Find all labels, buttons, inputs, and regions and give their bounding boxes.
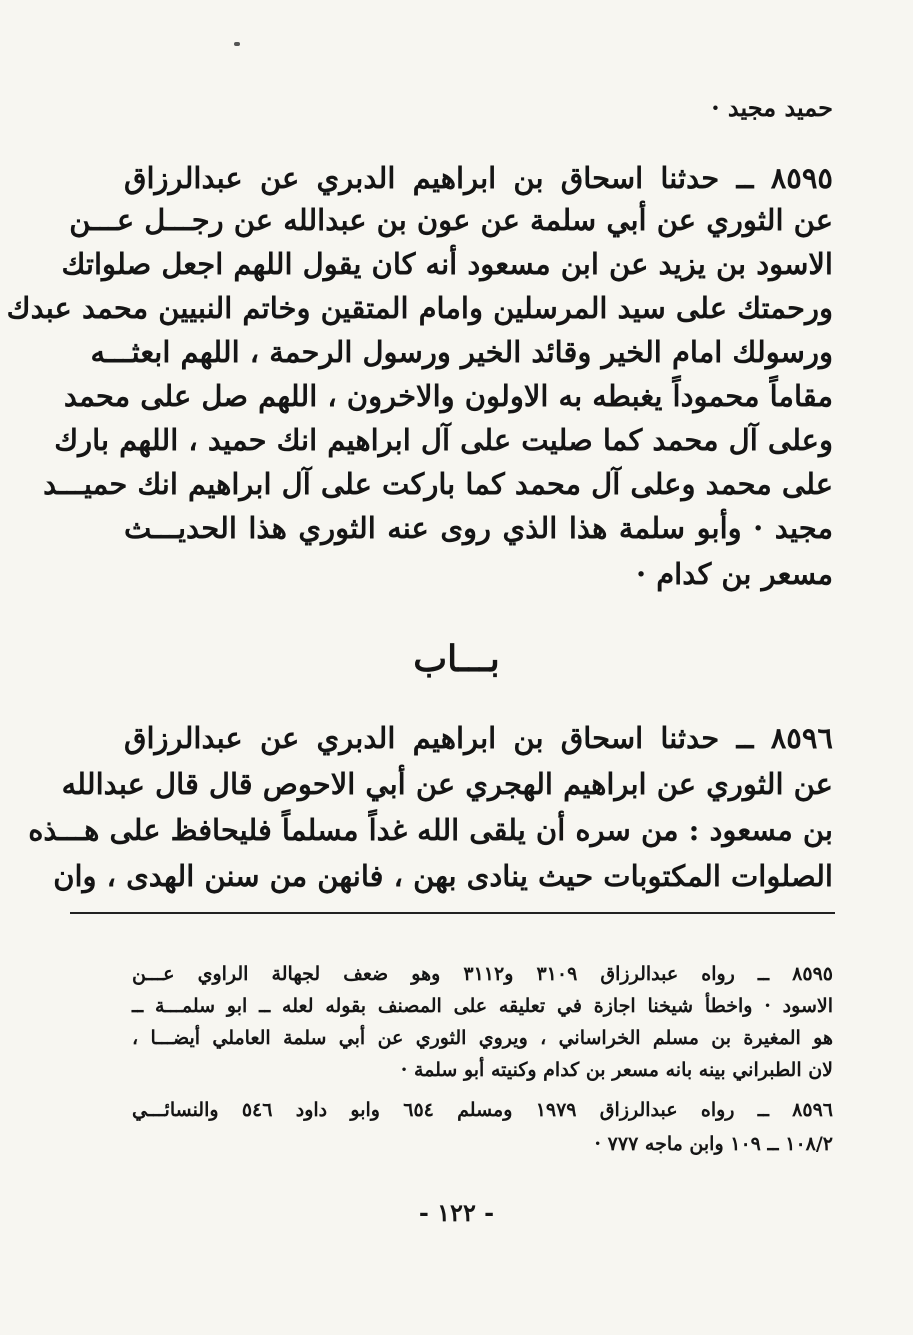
- hadith-8595-line: مقاماً محموداً يغبطه به الاولون والاخرون ، اللهم صل على محمد: [63, 379, 833, 413]
- hadith-8595-line: وعلى آل محمد كما صليت على آل ابراهيم انك حميد ، اللهم بارك: [54, 423, 833, 457]
- hadith-8595-line: مجيد · وأبو سلمة هذا الذي روى عنه الثوري هذا الحديـــث: [124, 511, 833, 545]
- hadith-8596-line: الصلوات المكتوبات حيث ينادى بهن ، فانهن من سنن الهدى ، وان: [53, 859, 833, 893]
- hadith-8596-line: عن الثوري عن ابراهيم الهجري عن أبي الاحوص قال قال عبدالله: [61, 767, 833, 801]
- hadith-8596-line: بن مسعود : من سره أن يلقى الله غداً مسلماً فليحافظ على هـــذه: [28, 813, 833, 847]
- footnote-line: لان الطبراني بينه بانه مسعر بن كدام وكنيته أبو سلمة ·: [400, 1059, 833, 1081]
- footnote-separator: [70, 912, 835, 914]
- hadith-8595-line: على محمد وعلى آل محمد كما باركت على آل ابراهيم انك حميـــد: [43, 467, 833, 501]
- page-number: - ١٢٢ -: [418, 1198, 495, 1227]
- hadith-8595-line: مسعر بن كدام ·: [636, 557, 833, 591]
- hadith-8595-line: ٨٥٩٥ ــ حدثنا اسحاق بن ابراهيم الدبري عن عبدالرزاق: [124, 161, 833, 195]
- footnote-line: هو المغيرة بن مسلم الخراساني ، ويروي الثوري عن أبي سلمة العاملي أيضـــا ،: [132, 1027, 833, 1049]
- hadith-8595-line: ورسولك امام الخير وقائد الخير ورسول الرحمة ، اللهم ابعثـــه: [90, 335, 833, 369]
- footnote-line: الاسود · واخطأ شيخنا اجازة في تعليقه على المصنف بقوله لعله ــ ابو سلمـــة ــ: [132, 995, 833, 1017]
- hadith-8596-line: ٨٥٩٦ ــ حدثنا اسحاق بن ابراهيم الدبري عن عبدالرزاق: [124, 721, 833, 755]
- section-heading: بـــاب: [413, 638, 500, 680]
- print-speck: [234, 42, 240, 46]
- hadith-8595-line: ورحمتك على سيد المرسلين وامام المتقين وخاتم النبيين محمد عبدك: [6, 291, 833, 325]
- footnote-line: ١٠٨/٢ ــ ١٠٩ وابن ماجه ٧٧٧ ·: [594, 1133, 833, 1155]
- footnote-line: ٨٥٩٥ ــ رواه عبدالرزاق ٣١٠٩ و٣١١٢ وهو ضعف لجهالة الراوي عـــن: [132, 963, 833, 985]
- hadith-8595-line: الاسود بن يزيد عن ابن مسعود أنه كان يقول اللهم اجعل صلواتك: [61, 247, 833, 281]
- top-continuation: حميد مجيد ·: [711, 93, 833, 122]
- footnote-line: ٨٥٩٦ ــ رواه عبدالرزاق ١٩٧٩ ومسلم ٦٥٤ وابو داود ٥٤٦ والنسائـــي: [132, 1099, 833, 1121]
- hadith-8595-line: عن الثوري عن أبي سلمة عن عون بن عبدالله عن رجـــل عـــن: [69, 203, 833, 237]
